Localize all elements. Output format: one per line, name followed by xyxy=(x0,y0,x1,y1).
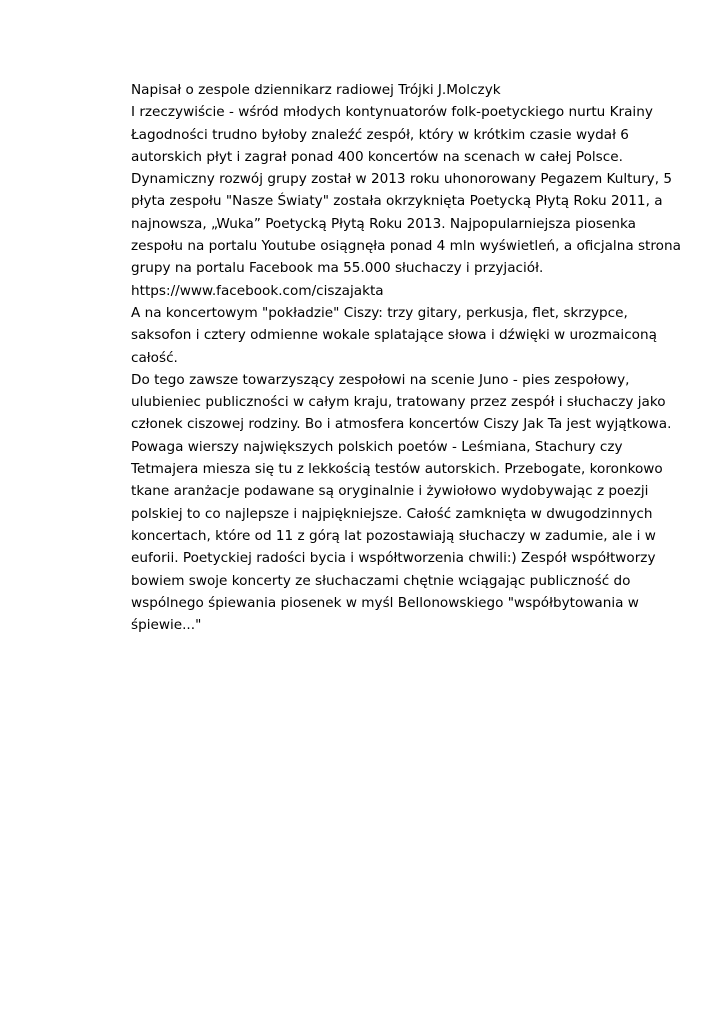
text-line: Dynamiczny rozwój grupy został w 2013 roku uhonorowany Pegazem Kultury, 5 xyxy=(131,171,673,188)
text-line: członek ciszowej rodziny. Bo i atmosfera koncertów Ciszy Jak Ta jest wyjątkowa. xyxy=(131,416,672,433)
facebook-url: https://www.facebook.com/ciszajakta xyxy=(131,282,384,299)
text-line: koncertach, które od 11 z górą lat pozostawiają słuchaczy w zadumie, ale i w xyxy=(131,527,656,544)
text-line: bowiem swoje koncerty ze słuchaczami chętnie wciągając publiczność do xyxy=(131,572,631,589)
text-line: polskiej to co najlepsze i najpiękniejsze. Całość zamknięta w dwugodzinnych xyxy=(131,505,653,522)
text-line: śpiewie..." xyxy=(131,617,202,634)
text-line: euforii. Poetyckiej radości bycia i współtworzenia chwili:) Zespół współtworzy xyxy=(131,550,656,567)
body-text xyxy=(131,79,681,636)
text-line: I rzeczywiście - wśród młodych kontynuatorów folk-poetyckiego nurtu Krainy xyxy=(131,104,653,121)
text-line: Do tego zawsze towarzyszący zespołowi na scenie Juno - pies zespołowy, xyxy=(131,371,630,388)
text-line: najnowsza, „Wuka” Poetycką Płytą Roku 2013. Najpopularniejsza piosenka xyxy=(131,215,636,232)
text-line: Powaga wierszy największych polskich poetów - Leśmiana, Stachury czy xyxy=(131,438,623,455)
text-line: autorskich płyt i zagrał ponad 400 koncertów na scenach w całej Polsce. xyxy=(131,148,623,165)
text-line: płyta zespołu "Nasze Światy" została okrzyknięta Poetycką Płytą Roku 2011, a xyxy=(131,193,663,210)
text-line: grupy na portalu Facebook ma 55.000 słuchaczy i przyjaciół. xyxy=(131,260,544,277)
text-line: tkane aranżacje podawane są oryginalnie i żywiołowo wydobywając z poezji xyxy=(131,483,649,500)
text-line: Łagodności trudno byłoby znaleźć zespół, który w krótkim czasie wydał 6 xyxy=(131,126,629,143)
text-line: ulubieniec publiczności w całym kraju, tratowany przez zespół i słuchaczy jako xyxy=(131,394,666,411)
text-line: zespołu na portalu Youtube osiągnęła ponad 4 mln wyświetleń, a oficjalna strona xyxy=(131,238,681,255)
text-line: całość. xyxy=(131,349,178,366)
text-line: saksofon i cztery odmienne wokale splatające słowa i dźwięki w urozmaiconą xyxy=(131,327,657,344)
text-line: A na koncertowym "pokładzie" Ciszy: trzy gitary, perkusja, flet, skrzypce, xyxy=(131,304,628,321)
text-line-author-note: Napisał o zespole dziennikarz radiowej Trójki J.Molczyk xyxy=(131,82,501,98)
text-line: Tetmajera miesza się tu z lekkością testów autorskich. Przebogate, koronkowo xyxy=(131,461,663,478)
text-line: wspólnego śpiewania piosenek w myśl Bellonowskiego "współbytowania w xyxy=(131,594,639,611)
